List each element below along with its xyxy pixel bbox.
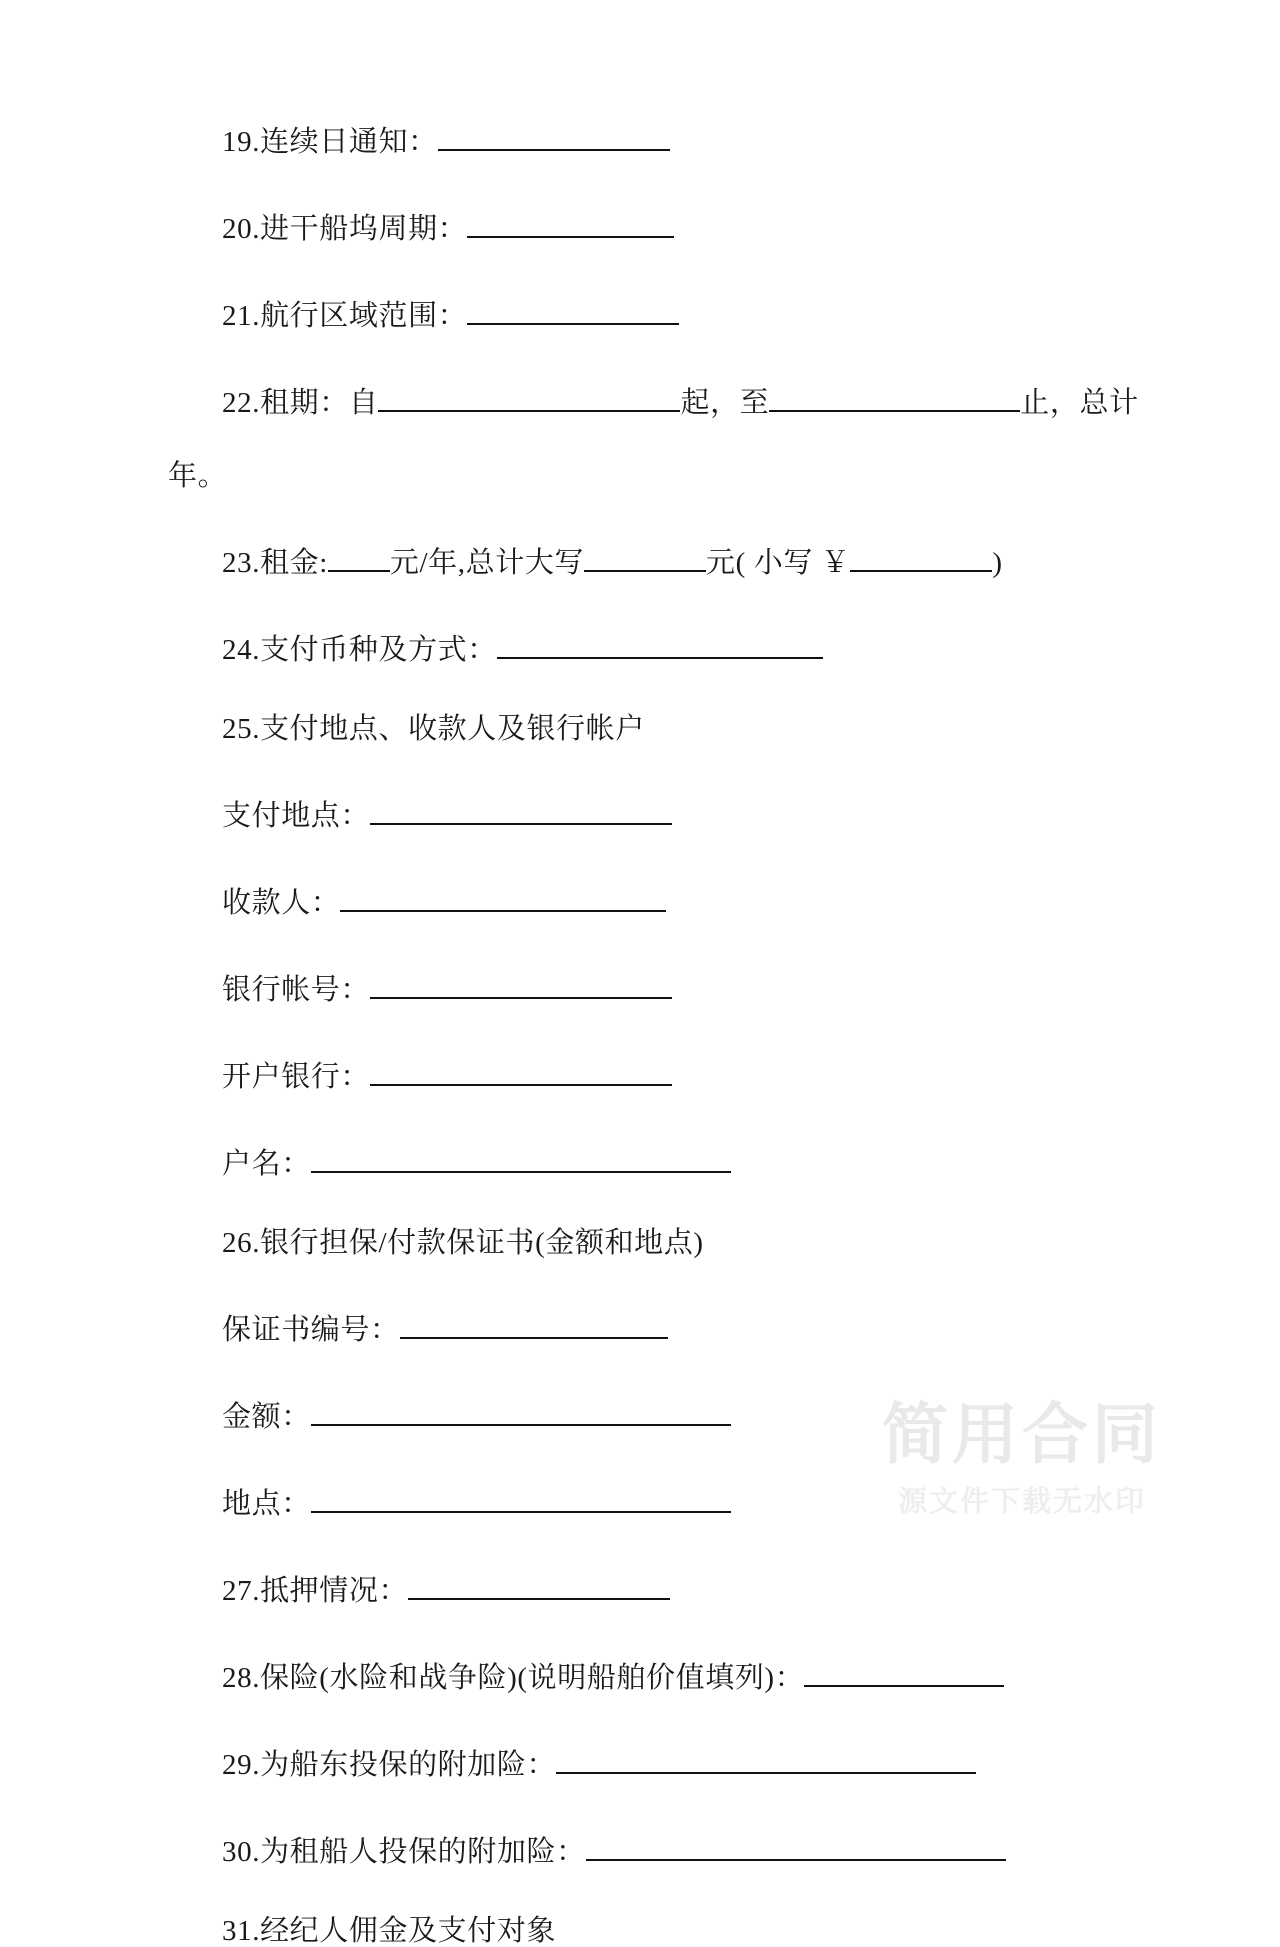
- item-27-blank[interactable]: [408, 1569, 670, 1600]
- watermark-tagline: 源文件下载无水印: [897, 1484, 1146, 1518]
- item-22-continuation-label: 年。: [168, 460, 228, 492]
- item-23-blank-rate[interactable]: [328, 541, 390, 572]
- form-item-26-amount: [0, 1395, 1280, 1432]
- item-28-blank[interactable]: [804, 1656, 1004, 1687]
- item-27-number: 27.: [222, 1575, 261, 1607]
- item-25-label: 支付地点、收款人及银行帐户: [260, 713, 645, 745]
- item-19-label: 连续日通知：: [260, 126, 438, 158]
- watermark-brand: 简用合同: [882, 1395, 1162, 1473]
- item-25-bank-account-blank[interactable]: [370, 968, 672, 999]
- item-19-blank[interactable]: [438, 120, 670, 151]
- form-item-25: [0, 715, 1280, 744]
- item-26-place-blank[interactable]: [311, 1482, 731, 1513]
- item-29-label: 为船东投保的附加险：: [260, 1749, 557, 1781]
- item-21-label: 航行区域范围：: [260, 300, 468, 332]
- item-24-number: 24.: [222, 634, 261, 666]
- form-item-26-place: [0, 1482, 1280, 1519]
- item-28-number: 28.: [222, 1662, 261, 1694]
- item-26-place-label: 地点：: [222, 1488, 311, 1520]
- item-19-number: 19.: [222, 126, 261, 158]
- item-20-number: 20.: [222, 213, 261, 245]
- item-23-segment-close: ): [992, 547, 1003, 579]
- item-22-segment-from: 自: [348, 387, 379, 419]
- item-22-blank-start-date[interactable]: [378, 381, 680, 412]
- item-23-blank-total-figures[interactable]: [850, 541, 992, 572]
- item-25-account-name-blank[interactable]: [311, 1142, 731, 1173]
- form-item-25-payment-place: [0, 794, 1280, 831]
- item-26-amount-label: 金额：: [222, 1401, 311, 1433]
- item-23-blank-total-words[interactable]: [584, 541, 706, 572]
- item-22-number: 22.: [222, 387, 261, 419]
- item-31-label: 经纪人佣金及支付对象: [260, 1915, 557, 1947]
- item-29-blank[interactable]: [556, 1743, 976, 1774]
- item-29-number: 29.: [222, 1749, 261, 1781]
- form-item-19: [0, 120, 1280, 157]
- form-item-25-bank-name: [0, 1055, 1280, 1092]
- item-24-label: 支付币种及方式：: [260, 634, 497, 666]
- item-25-payee-blank[interactable]: [340, 881, 666, 912]
- item-25-payee-label: 收款人：: [222, 887, 341, 919]
- item-20-label: 进干船坞周期：: [260, 213, 468, 245]
- item-30-number: 30.: [222, 1836, 261, 1868]
- item-25-payment-place-blank[interactable]: [370, 794, 672, 825]
- form-item-21: [0, 294, 1280, 331]
- form-item-31: [0, 1917, 1280, 1946]
- item-25-bank-name-blank[interactable]: [370, 1055, 672, 1086]
- form-item-25-payee: [0, 881, 1280, 918]
- item-26-guarantee-number-blank[interactable]: [400, 1308, 668, 1339]
- item-30-label: 为租船人投保的附加险：: [260, 1836, 586, 1868]
- form-item-25-bank-account: [0, 968, 1280, 1005]
- item-20-blank[interactable]: [467, 207, 674, 238]
- item-25-bank-name-label: 开户银行：: [222, 1061, 371, 1093]
- item-23-number: 23.: [222, 547, 261, 579]
- item-22-label: 租期：: [260, 387, 349, 419]
- form-item-23: [0, 541, 1280, 578]
- form-item-20: [0, 207, 1280, 244]
- form-item-27: [0, 1569, 1280, 1606]
- item-22-segment-total: 止，总计: [1020, 387, 1139, 419]
- form-item-26: [0, 1229, 1280, 1258]
- item-31-number: 31.: [222, 1915, 261, 1947]
- item-21-number: 21.: [222, 300, 261, 332]
- form-item-24: [0, 628, 1280, 665]
- item-24-blank[interactable]: [497, 628, 823, 659]
- item-25-number: 25.: [222, 713, 261, 745]
- form-item-26-guarantee-number: [0, 1308, 1280, 1345]
- form-item-30: [0, 1830, 1280, 1867]
- item-21-blank[interactable]: [467, 294, 679, 325]
- form-item-25-account-name: [0, 1142, 1280, 1179]
- item-26-guarantee-number-label: 保证书编号：: [222, 1314, 400, 1346]
- item-25-bank-account-label: 银行帐号：: [222, 974, 371, 1006]
- item-26-label: 银行担保/付款保证书(金额和地点): [260, 1227, 704, 1259]
- item-23-segment-currency: 元( 小写 ￥: [706, 547, 851, 579]
- form-item-29: [0, 1743, 1280, 1780]
- item-25-account-name-label: 户名：: [222, 1148, 311, 1180]
- item-22-blank-end-date[interactable]: [769, 381, 1020, 412]
- item-27-label: 抵押情况：: [260, 1575, 409, 1607]
- item-22-segment-to: 起，至: [680, 387, 770, 419]
- item-23-label: 租金:: [260, 547, 328, 579]
- form-item-22-continuation: [0, 462, 1280, 491]
- item-23-segment-unit: 元/年,总计大写: [389, 547, 585, 579]
- item-25-payment-place-label: 支付地点：: [222, 800, 371, 832]
- form-item-28: [0, 1656, 1280, 1693]
- item-30-blank[interactable]: [586, 1830, 1006, 1861]
- form-item-22: [0, 381, 1280, 418]
- item-26-amount-blank[interactable]: [311, 1395, 731, 1426]
- item-26-number: 26.: [222, 1227, 261, 1259]
- item-28-label: 保险(水险和战争险)(说明船舶价值填列)：: [260, 1662, 805, 1694]
